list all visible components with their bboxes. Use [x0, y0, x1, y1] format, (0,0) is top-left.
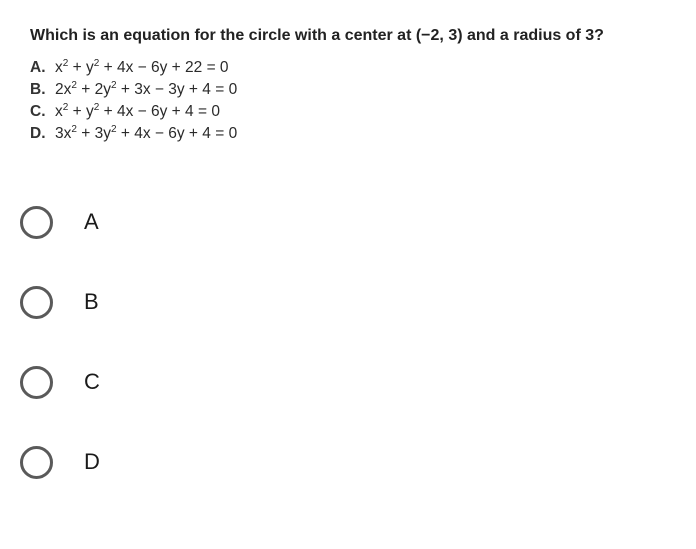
choice-b — [30, 81, 670, 103]
question-block — [30, 26, 670, 147]
choice-equation: $2x^2 + 2y^2 + 3x - 3y + 4 = 0$ — [55, 79, 238, 98]
option-label-c[interactable]: C — [84, 369, 100, 394]
option-b[interactable] — [20, 282, 100, 362]
choice-a — [30, 59, 670, 81]
choice-d — [30, 125, 670, 147]
option-d[interactable] — [20, 442, 100, 522]
radio-button-d[interactable] — [20, 446, 53, 479]
answer-choices-list — [30, 59, 670, 147]
radio-button-b[interactable] — [20, 286, 53, 319]
choice-letter: C. — [30, 103, 46, 120]
question-text: Which is an equation for the circle with a center at (−2, 3) and a radius of 3? — [30, 27, 604, 44]
option-a[interactable] — [20, 202, 100, 282]
choice-letter: B. — [30, 81, 46, 98]
option-c[interactable] — [20, 362, 100, 442]
choice-equation: $x^2 + y^2 + 4x - 6y + 22 = 0$ — [55, 57, 229, 76]
option-label-b[interactable]: B — [84, 289, 99, 314]
choice-equation: $3x^2 + 3y^2 + 4x - 6y + 4 = 0$ — [55, 123, 238, 142]
choice-equation: $x^2 + y^2 + 4x - 6y + 4 = 0$ — [55, 101, 220, 120]
choice-c — [30, 103, 670, 125]
option-label-a[interactable]: A — [84, 209, 99, 234]
radio-options — [20, 202, 100, 522]
option-label-d[interactable]: D — [84, 449, 100, 474]
choice-letter: D. — [30, 125, 46, 142]
choice-letter: A. — [30, 59, 46, 76]
radio-button-c[interactable] — [20, 366, 53, 399]
radio-button-a[interactable] — [20, 206, 53, 239]
